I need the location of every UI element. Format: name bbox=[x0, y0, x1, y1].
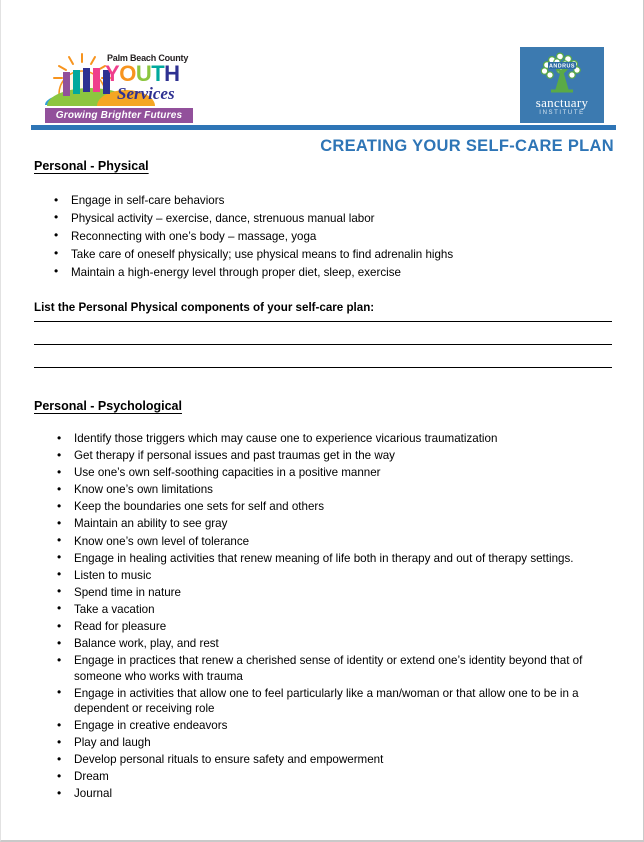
list-item: • Engage in healing activities that renew meaning of life both in therapy and out of therapy settings. bbox=[49, 551, 609, 566]
list-item: • Physical activity – exercise, dance, strenuous manual labor bbox=[46, 211, 566, 226]
list-item: • Reconnecting with one’s body – massage, yoga bbox=[46, 229, 566, 244]
logo-tagline-banner bbox=[45, 108, 193, 123]
list-item: • Spend time in nature bbox=[49, 585, 609, 600]
header-divider-rule bbox=[31, 125, 616, 130]
list-item: • Engage in creative endeavors bbox=[49, 718, 609, 733]
list-item: • Get therapy if personal issues and past traumas get in the way bbox=[49, 448, 609, 463]
list-item: • Use one’s own self-soothing capacities in a positive manner bbox=[49, 465, 609, 480]
list-item: • Maintain an ability to see gray bbox=[49, 516, 609, 531]
youth-letter-u: U bbox=[135, 61, 152, 86]
personal-physical-bullet-list bbox=[46, 193, 566, 282]
logo-tagline-text: Growing Brighter Futures bbox=[55, 110, 183, 121]
section-heading-personal-physical: Personal - Physical bbox=[34, 159, 149, 173]
sanctuary-subtitle: INSTITUTE bbox=[539, 110, 585, 116]
youth-services-logo-artwork bbox=[45, 52, 193, 108]
list-item: • Take a vacation bbox=[49, 602, 609, 617]
logo-figure-3 bbox=[83, 68, 90, 92]
youth-letter-t: T bbox=[151, 61, 165, 86]
youth-letter-o: O bbox=[119, 61, 136, 86]
section-heading-personal-psychological: Personal - Psychological bbox=[34, 399, 182, 413]
logo-figure-2 bbox=[73, 70, 80, 94]
page-title: CREATING YOUR SELF-CARE PLAN bbox=[320, 137, 614, 155]
andrus-tree-icon bbox=[538, 51, 586, 93]
logo-figure-1 bbox=[63, 72, 70, 96]
list-item: • Develop personal rituals to ensure safety and empowerment bbox=[49, 752, 609, 767]
write-in-line[interactable] bbox=[34, 344, 612, 345]
list-item: • Maintain a high-energy level through proper diet, sleep, exercise bbox=[46, 265, 566, 280]
sanctuary-name: sanctuary bbox=[535, 95, 589, 110]
list-item: • Play and laugh bbox=[49, 735, 609, 750]
list-item: • Journal bbox=[49, 786, 609, 801]
list-item: • Take care of oneself physically; use physical means to find adrenalin highs bbox=[46, 247, 566, 262]
write-in-line[interactable] bbox=[34, 367, 612, 368]
youth-letter-y: Y bbox=[105, 61, 120, 86]
list-item: • Read for pleasure bbox=[49, 619, 609, 634]
personal-psychological-bullet-list bbox=[49, 431, 609, 803]
list-item: • Dream bbox=[49, 769, 609, 784]
list-item: • Balance work, play, and rest bbox=[49, 636, 609, 651]
list-item: • Know one’s own level of tolerance bbox=[49, 534, 609, 549]
list-item: • Engage in practices that renew a cherished sense of identity or extend one’s identity beyond that of someone who works with trauma bbox=[49, 653, 609, 684]
list-item: • Listen to music bbox=[49, 568, 609, 583]
list-item: • Keep the boundaries one sets for self and others bbox=[49, 499, 609, 514]
youth-services-wordmark bbox=[105, 52, 193, 108]
youth-letter-h: H bbox=[164, 61, 180, 86]
list-item: • Engage in self-care behaviors bbox=[46, 193, 566, 208]
services-wordmark: Services bbox=[117, 84, 175, 103]
sanctuary-institute-logo bbox=[520, 47, 604, 123]
personal-physical-prompt: List the Personal Physical components of your self-care plan: bbox=[34, 301, 375, 314]
youth-wordmark bbox=[105, 63, 180, 85]
list-item: • Engage in activities that allow one to feel particularly like a man/woman or that allow one to be in a dependent or receiving role bbox=[49, 686, 609, 717]
palm-beach-county-youth-services-logo bbox=[45, 52, 193, 124]
write-in-line[interactable] bbox=[34, 321, 612, 322]
county-line: Palm Beach County bbox=[107, 53, 189, 63]
logo-figure-4 bbox=[93, 68, 100, 92]
list-item: • Identify those triggers which may cause one to experience vicarious traumatization bbox=[49, 431, 609, 446]
document-header bbox=[1, 0, 644, 130]
andrus-banner-text: ANDRUS bbox=[548, 63, 576, 70]
list-item: • Know one’s own limitations bbox=[49, 482, 609, 497]
